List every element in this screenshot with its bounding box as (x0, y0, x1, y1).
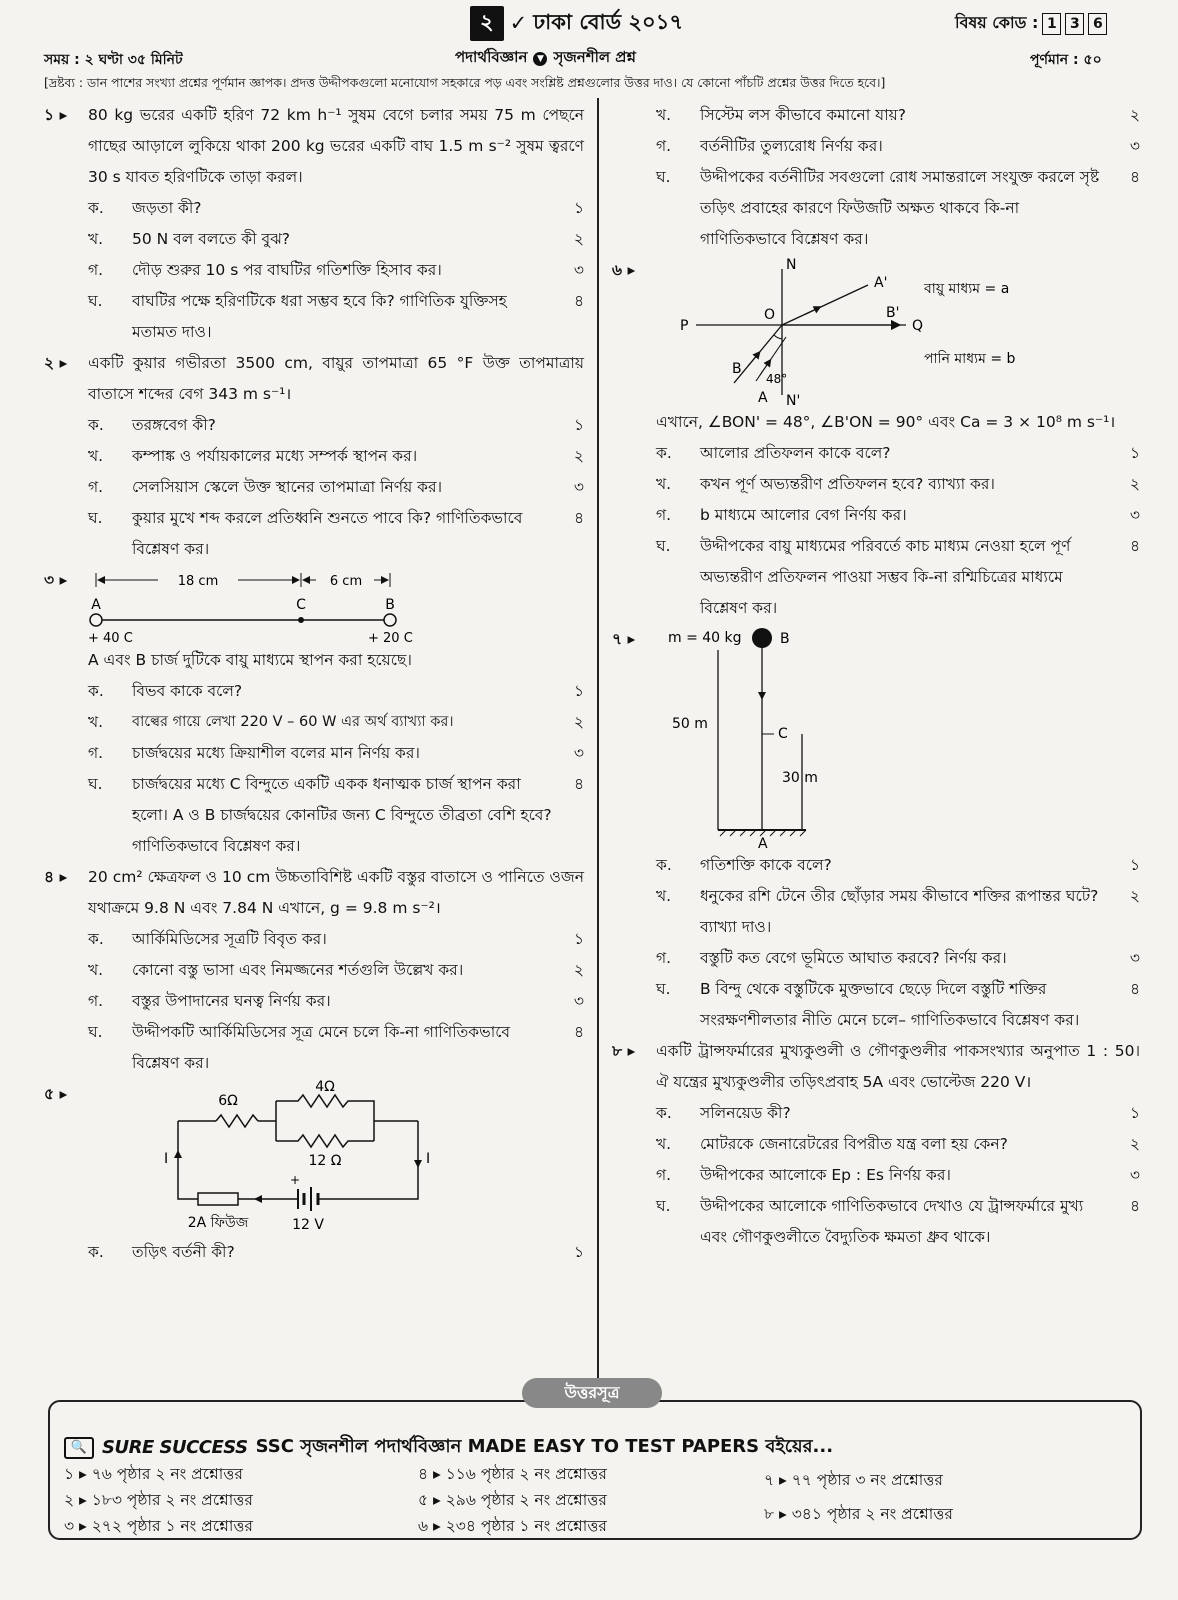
part-text: কোনো বস্তু ভাসা এবং নিমজ্জনের শর্তগুলি উল্লেখ কর। (132, 961, 464, 979)
question-part (44, 1017, 584, 1079)
question-part (612, 1098, 1140, 1129)
part-label: ক. (656, 1104, 672, 1122)
question-4 (44, 862, 584, 924)
label-b: B (385, 597, 395, 613)
resistor-4-label: 4Ω (315, 1079, 335, 1095)
refraction-diagram (656, 255, 1126, 407)
resistor-12-label: 12 Ω (308, 1153, 342, 1169)
part-text: চার্জদ্বয়ের মধ্যে C বিন্দুতে একটি একক ধনাত্মক চার্জ স্থাপন করা হলো। A ও B চার্জদ্বয়ের কোনটির জন্য C বিন্দুতে তীব্রতা বেশি হবে? গাণিতিকভাবে বিশ্লেষণ কর। (132, 775, 552, 855)
subject-code-label: বিষয় কোড : (955, 13, 1039, 32)
question-6-stem (612, 407, 1140, 438)
part-label: ঘ. (88, 775, 103, 793)
part-label: গ. (88, 992, 104, 1010)
label-b: B (732, 361, 742, 377)
part-label: খ. (656, 106, 672, 124)
question-8 (612, 1036, 1140, 1098)
medium-water: পানি মাধ্যম = b (924, 351, 1016, 367)
distance-cb: 6 cm (329, 574, 363, 589)
full-marks: পূর্ণমান : ৫০ (1030, 52, 1102, 68)
part-label: গ. (88, 478, 104, 496)
part-text: 50 N বল বলতে কী বুঝ? (132, 230, 291, 248)
resistor-4 (276, 1095, 374, 1141)
reflected-ray (782, 285, 868, 325)
part-text: বস্তুটি কত বেগে ভূমিতে আঘাত করবে? নির্ণয় কর। (700, 949, 1007, 967)
part-mark: ৪ (573, 775, 584, 793)
code-digit: 1 (1042, 13, 1061, 35)
part-mark: ৪ (573, 1023, 584, 1041)
part-text: কুয়ার মুখে শব্দ করলে প্রতিধ্বনি শুনতে পাবে কি? গাণিতিকভাবে বিশ্লেষণ কর। (132, 509, 523, 558)
label-c: C (778, 726, 788, 742)
question-part (44, 769, 584, 862)
part-label: খ. (88, 713, 104, 731)
answer-item: ৬ ▸ ২৩৪ পৃষ্ঠার ১ নং প্রশ্নোত্তর (418, 1517, 607, 1535)
part-label: খ. (656, 475, 672, 493)
question-part (44, 1237, 584, 1268)
angle-label: 48° (766, 372, 788, 386)
part-mark: ১ (573, 416, 584, 434)
part-mark: ১ (1129, 444, 1140, 462)
falling-body-diagram (656, 624, 956, 850)
answer-tag: উত্তরসূত্র (522, 1378, 662, 1408)
answer-item: ২ ▸ ১৮৩ পৃষ্ঠার ২ নং প্রশ্নোত্তর (64, 1491, 253, 1509)
part-mark: ৪ (573, 509, 584, 527)
part-text: উদ্দীপকের বর্তনীটির সবগুলো রোধ সমান্তরালে সংযুক্ত করলে সৃষ্ট তড়িৎ প্রবাহের কারণে ফিউজটি অক্ষত থাকবে কি-না গাণিতিকভাবে বিশ্লেষণ কর। (700, 168, 1100, 248)
part-mark: ১ (1129, 856, 1140, 874)
part-label: গ. (656, 506, 672, 524)
part-mark: ৩ (573, 992, 584, 1010)
part-mark: ৪ (1129, 537, 1140, 555)
part-label: ঘ. (656, 168, 671, 186)
question-number: ৩ ▸ (44, 571, 68, 589)
answer-item: ১ ▸ ৭৬ পৃষ্ঠার ২ নং প্রশ্নোত্তর (64, 1465, 243, 1483)
question-part (612, 1129, 1140, 1160)
part-text: দৌড় শুরুর 10 s পর বাঘটির গতিশক্তি হিসাব কর। (132, 261, 442, 279)
label-a: A (91, 597, 101, 613)
part-text: চার্জদ্বয়ের মধ্যে ক্রিয়াশীল বলের মান নির্ণয় কর। (132, 744, 420, 762)
label-a: A (758, 836, 768, 852)
part-text: আলোর প্রতিফলন কাকে বলে? (700, 444, 891, 462)
part-label: গ. (88, 261, 104, 279)
charge-a (90, 614, 102, 626)
subject-code (955, 10, 1107, 37)
circuit-diagram (128, 1079, 431, 1237)
part-label: খ. (88, 230, 104, 248)
question-number: ৪ ▸ (44, 868, 68, 886)
part-text: গতিশক্তি কাকে বলে? (700, 856, 832, 874)
question-part (44, 224, 584, 255)
question-part (612, 438, 1140, 469)
part-text: সেলসিয়াস স্কেলে উক্ত স্থানের তাপমাত্রা নির্ণয় কর। (132, 478, 443, 496)
battery-plus: + (290, 1173, 301, 1187)
magnifier-icon: 🔍 (64, 1437, 94, 1459)
exam-title (470, 8, 750, 38)
column-divider (597, 98, 599, 1388)
part-label: গ. (88, 744, 104, 762)
part-label: ঘ. (88, 509, 103, 527)
question-type: সৃজনশীল প্রশ্ন (553, 48, 636, 66)
question-part (612, 531, 1140, 624)
question-part (612, 1191, 1140, 1253)
part-text: মোটরকে জেনারেটরের বিপরীত যন্ত্র বলা হয় কেন? (700, 1135, 1008, 1153)
left-column (44, 100, 584, 1268)
question-stem: এখানে, ∠BON' = 48°, ∠B'ON = 90° এবং Ca = 3 × 10⁸ m s⁻¹। (656, 413, 1116, 431)
part-label: গ. (656, 137, 672, 155)
question-part (44, 738, 584, 769)
label-o: O (764, 307, 776, 323)
question-3-stem (44, 645, 584, 676)
question-stem: A এবং B চার্জ দুটিকে বায়ু মাধ্যমে স্থাপন করা হয়েছে। (88, 651, 412, 669)
part-label: খ. (88, 961, 104, 979)
part-label: ক. (656, 856, 672, 874)
question-part (44, 986, 584, 1017)
point-c (298, 617, 304, 623)
part-text: বাঘটির পক্ষে হরিণটিকে ধরা সম্ভব হবে কি? গাণিতিক যুক্তিসহ মতামত দাও। (132, 292, 507, 341)
part-mark: ৩ (573, 744, 584, 762)
part-mark: ৩ (1129, 137, 1140, 155)
part-mark: ২ (1129, 887, 1140, 905)
part-mark: ৪ (1129, 980, 1140, 998)
question-stem: 80 kg ভরের একটি হরিণ 72 km h⁻¹ সুষম বেগে চলার সময় 75 m পেছনে গাছের আড়ালে লুকিয়ে থাকা 200 kg ভরের একটি বাঘ 1.5 m s⁻² সুষম ত্বরণে 30 s যাবত হরিণটিকে তাড়া করল। (88, 106, 584, 186)
part-label: ঘ. (656, 537, 671, 555)
question-part (612, 131, 1140, 162)
part-mark: ৩ (1129, 949, 1140, 967)
question-part (44, 193, 584, 224)
part-mark: ৪ (1129, 168, 1140, 186)
part-mark: ২ (573, 961, 584, 979)
answer-heading (64, 1432, 833, 1463)
set-number: ২ (470, 6, 504, 41)
exam-time: সময় : ২ ঘণ্টা ৩৫ মিনিট (44, 52, 183, 68)
question-part (44, 707, 584, 738)
part-mark: ৪ (1129, 1197, 1140, 1215)
question-1 (44, 100, 584, 193)
part-text: ধনুকের রশি টেনে তীর ছোঁড়ার সময় কীভাবে শক্তির রূপান্তর ঘটে? ব্যাখ্যা দাও। (700, 887, 1099, 936)
current-label-left: I (164, 1151, 169, 1167)
question-number: ৮ ▸ (612, 1042, 636, 1060)
part-mark: ৩ (573, 478, 584, 496)
question-6 (612, 255, 1140, 407)
question-part (612, 850, 1140, 881)
code-digit: 6 (1088, 13, 1107, 35)
brand-name: SURE SUCCESS (102, 1437, 248, 1458)
answer-item: ৭ ▸ ৭৭ পৃষ্ঠার ৩ নং প্রশ্নোত্তর (764, 1471, 943, 1489)
part-text: কখন পূর্ণ অভ্যন্তরীণ প্রতিফলন হবে? ব্যাখ্যা কর। (700, 475, 995, 493)
part-label: ক. (88, 1243, 104, 1261)
part-text: তড়িৎ বর্তনী কী? (132, 1243, 235, 1261)
resistor-6 (216, 1115, 258, 1127)
question-part (44, 441, 584, 472)
label-b: B (780, 631, 790, 647)
question-part (612, 943, 1140, 974)
question-part (44, 955, 584, 986)
question-stem: একটি কুয়ার গভীরতা 3500 cm, বায়ুর তাপমাত্রা 65 °F উক্ত তাপমাত্রায় বাতাসে শব্দের বেগ 343 m s⁻¹। (88, 354, 584, 403)
part-label: ঘ. (88, 1023, 103, 1041)
voltage-label: 12 V (292, 1217, 324, 1233)
question-part (44, 503, 584, 565)
question-5 (44, 1079, 584, 1237)
label-p: P (680, 318, 689, 334)
part-label: খ. (656, 887, 672, 905)
part-mark: ২ (1129, 1135, 1140, 1153)
part-text: সলিনয়েড কী? (700, 1104, 791, 1122)
part-text: উদ্দীপকের বায়ু মাধ্যমের পরিবর্তে কাচ মাধ্যম নেওয়া হলে পূর্ণ অভ্যন্তরীণ প্রতিফলন পাওয়া সম্ভব কি-না রশ্মিচিত্রের মাধ্যমে বিশ্লেষণ কর। (700, 537, 1071, 617)
part-mark: ৩ (573, 261, 584, 279)
part-mark: ২ (573, 713, 584, 731)
charge-b (384, 614, 396, 626)
part-text: উদ্দীপকটি আর্কিমিডিসের সূত্র মেনে চলে কি-না গাণিতিকভাবে বিশ্লেষণ কর। (132, 1023, 511, 1072)
part-label: খ. (656, 1135, 672, 1153)
question-part (612, 500, 1140, 531)
question-number: ২ ▸ (44, 354, 68, 372)
part-mark: ১ (573, 682, 584, 700)
answer-item: ৫ ▸ ২৯৬ পৃষ্ঠার ২ নং প্রশ্নোত্তর (418, 1491, 607, 1509)
question-part (612, 162, 1140, 255)
board-year: ঢাকা বোর্ড ২০১৭ (533, 9, 683, 34)
instructions: [দ্রষ্টব্য : ডান পাশের সংখ্যা প্রশ্নের পূর্ণমান জ্ঞাপক। প্রদত্ত উদ্দীপকগুলো মনোযোগ সহকারে পড় এবং সংশ্লিষ্ট প্রশ্নগুলোর উত্তর দাও। যে কোনো পাঁচটি প্রশ্নের উত্তর দিতে হবে।] (44, 75, 886, 90)
fuse (198, 1193, 238, 1205)
part-label: ক. (656, 444, 672, 462)
part-label: গ. (656, 1166, 672, 1184)
question-part (44, 286, 584, 348)
label-c: C (296, 597, 306, 613)
part-text: B বিন্দু থেকে বস্তুটিকে মুক্তভাবে ছেড়ে দিলে বস্তুটি শক্তির সংরক্ষণশীলতার নীতি মেনে চলে– গাণিতিকভাবে বিশ্লেষণ কর। (700, 980, 1080, 1029)
part-mark: ১ (573, 1243, 584, 1261)
charge-a-value: + 40 C (88, 631, 133, 646)
question-stem: একটি ট্রান্সফর্মারের মুখ্যকুণ্ডলী ও গৌণকুণ্ডলীর পাকসংখ্যার অনুপাত 1 : 50। ঐ যন্ত্রের মুখ্যকুণ্ডলীর তড়িৎপ্রবাহ 5A এবং ভোল্টেজ 220 V। (656, 1042, 1140, 1091)
part-text: বিভব কাকে বলে? (132, 682, 243, 700)
check-icon: ✓ (509, 11, 528, 35)
current-label-right: I (426, 1151, 431, 1167)
question-part (44, 676, 584, 707)
question-part (44, 924, 584, 955)
label-q: Q (912, 318, 924, 334)
part-text: তরঙ্গবেগ কী? (132, 416, 216, 434)
question-part (44, 472, 584, 503)
height-30: 30 m (782, 770, 818, 786)
part-text: বর্তনীটির তুল্যরোধ নির্ণয় কর। (700, 137, 883, 155)
book-title: SSC সৃজনশীল পদার্থবিজ্ঞান MADE EASY TO TEST PAPERS বইয়ের... (255, 1436, 834, 1457)
part-mark: ২ (1129, 475, 1140, 493)
question-2 (44, 348, 584, 410)
medium-air: বায়ু মাধ্যম = a (924, 281, 1010, 297)
part-text: আর্কিমিডিসের সূত্রটি বিবৃত কর। (132, 930, 327, 948)
mass-ball (752, 628, 772, 648)
label-a: A (758, 390, 768, 406)
question-number: ৬ ▸ (612, 261, 636, 279)
part-text: বস্তুর উপাদানের ঘনত্ব নির্ণয় কর। (132, 992, 331, 1010)
part-label: ঘ. (656, 980, 671, 998)
part-mark: ৩ (1129, 1166, 1140, 1184)
label-b-prime: B' (886, 305, 900, 321)
question-number: ১ ▸ (44, 106, 68, 124)
part-text: বাল্বের গায়ে লেখা 220 V – 60 W এর অর্থ ব্যাখ্যা কর। (132, 714, 454, 730)
question-part (612, 1160, 1140, 1191)
subject-name: পদার্থবিজ্ঞান (455, 48, 528, 66)
charge-b-value: + 20 C (368, 631, 413, 646)
part-mark: ৩ (1129, 506, 1140, 524)
part-text: উদ্দীপকের আলোকে Ep : Es নির্ণয় কর। (700, 1166, 951, 1184)
question-part (44, 410, 584, 441)
bullet-icon: ▼ (533, 52, 547, 66)
answer-item: ৪ ▸ ১১৬ পৃষ্ঠার ২ নং প্রশ্নোত্তর (418, 1465, 607, 1483)
part-label: গ. (656, 949, 672, 967)
part-text: b মাধ্যমে আলোর বেগ নির্ণয় কর। (700, 506, 907, 524)
part-label: ক. (88, 416, 104, 434)
angle-arc (774, 335, 782, 339)
resistor-6-label: 6Ω (218, 1093, 238, 1109)
question-part (612, 469, 1140, 500)
ray-arrow (806, 308, 818, 314)
resistor-12 (276, 1135, 374, 1147)
part-text: জড়তা কী? (132, 199, 202, 217)
label-n: N (786, 257, 797, 273)
ray-arrow (748, 354, 758, 366)
question-part (612, 881, 1140, 943)
answer-item: ৩ ▸ ২৭২ পৃষ্ঠার ১ নং প্রশ্নোত্তর (64, 1517, 253, 1535)
part-mark: ২ (1129, 106, 1140, 124)
part-label: ক. (88, 682, 104, 700)
answer-item: ৮ ▸ ৩৪১ পৃষ্ঠার ২ নং প্রশ্নোত্তর (764, 1505, 953, 1523)
question-part (44, 255, 584, 286)
part-text: কম্পাঙ্ক ও পর্যায়কালের মধ্যে সম্পর্ক স্থাপন কর। (132, 447, 418, 465)
question-number: ৫ ▸ (44, 1085, 68, 1103)
question-stem: 20 cm² ক্ষেত্রফল ও 10 cm উচ্চতাবিশিষ্ট একটি বস্তুর বাতাসে ও পানিতে ওজন যথাক্রমে 9.8 N এবং 7.84 N এখানে, g = 9.8 m s⁻²। (88, 868, 584, 917)
part-label: ঘ. (88, 292, 103, 310)
question-part (612, 974, 1140, 1036)
wire (178, 1121, 301, 1199)
part-text: সিস্টেম লস কীভাবে কমানো যায়? (700, 106, 906, 124)
part-label: খ. (88, 447, 104, 465)
part-mark: ১ (573, 199, 584, 217)
part-text: উদ্দীপকের আলোকে গাণিতিকভাবে দেখাও যে ট্রান্সফর্মারে মুখ্য এবং গৌণকুণ্ডলীতে বৈদ্যুতিক ক্ষমতা ধ্রুব থাকে। (700, 1197, 1084, 1246)
question-number: ৭ ▸ (612, 630, 636, 648)
subject-line (455, 46, 636, 71)
part-mark: ৪ (573, 292, 584, 310)
part-mark: ১ (573, 930, 584, 948)
code-digit: 3 (1065, 13, 1084, 35)
part-mark: ১ (1129, 1104, 1140, 1122)
distance-ac: 18 cm (177, 574, 219, 589)
part-label: ক. (88, 930, 104, 948)
label-a-prime: A' (874, 275, 888, 291)
fuse-label: 2A ফিউজ (187, 1215, 249, 1231)
question-3 (44, 565, 584, 645)
question-part (612, 100, 1140, 131)
part-label: ক. (88, 199, 104, 217)
label-n-prime: N' (786, 393, 801, 409)
right-column (612, 100, 1140, 1253)
part-mark: ২ (573, 447, 584, 465)
charge-diagram (88, 565, 428, 645)
question-7 (612, 624, 1140, 850)
height-50: 50 m (672, 716, 708, 732)
part-label: ঘ. (656, 1197, 671, 1215)
part-mark: ২ (573, 230, 584, 248)
mass-label: m = 40 kg (668, 630, 742, 646)
